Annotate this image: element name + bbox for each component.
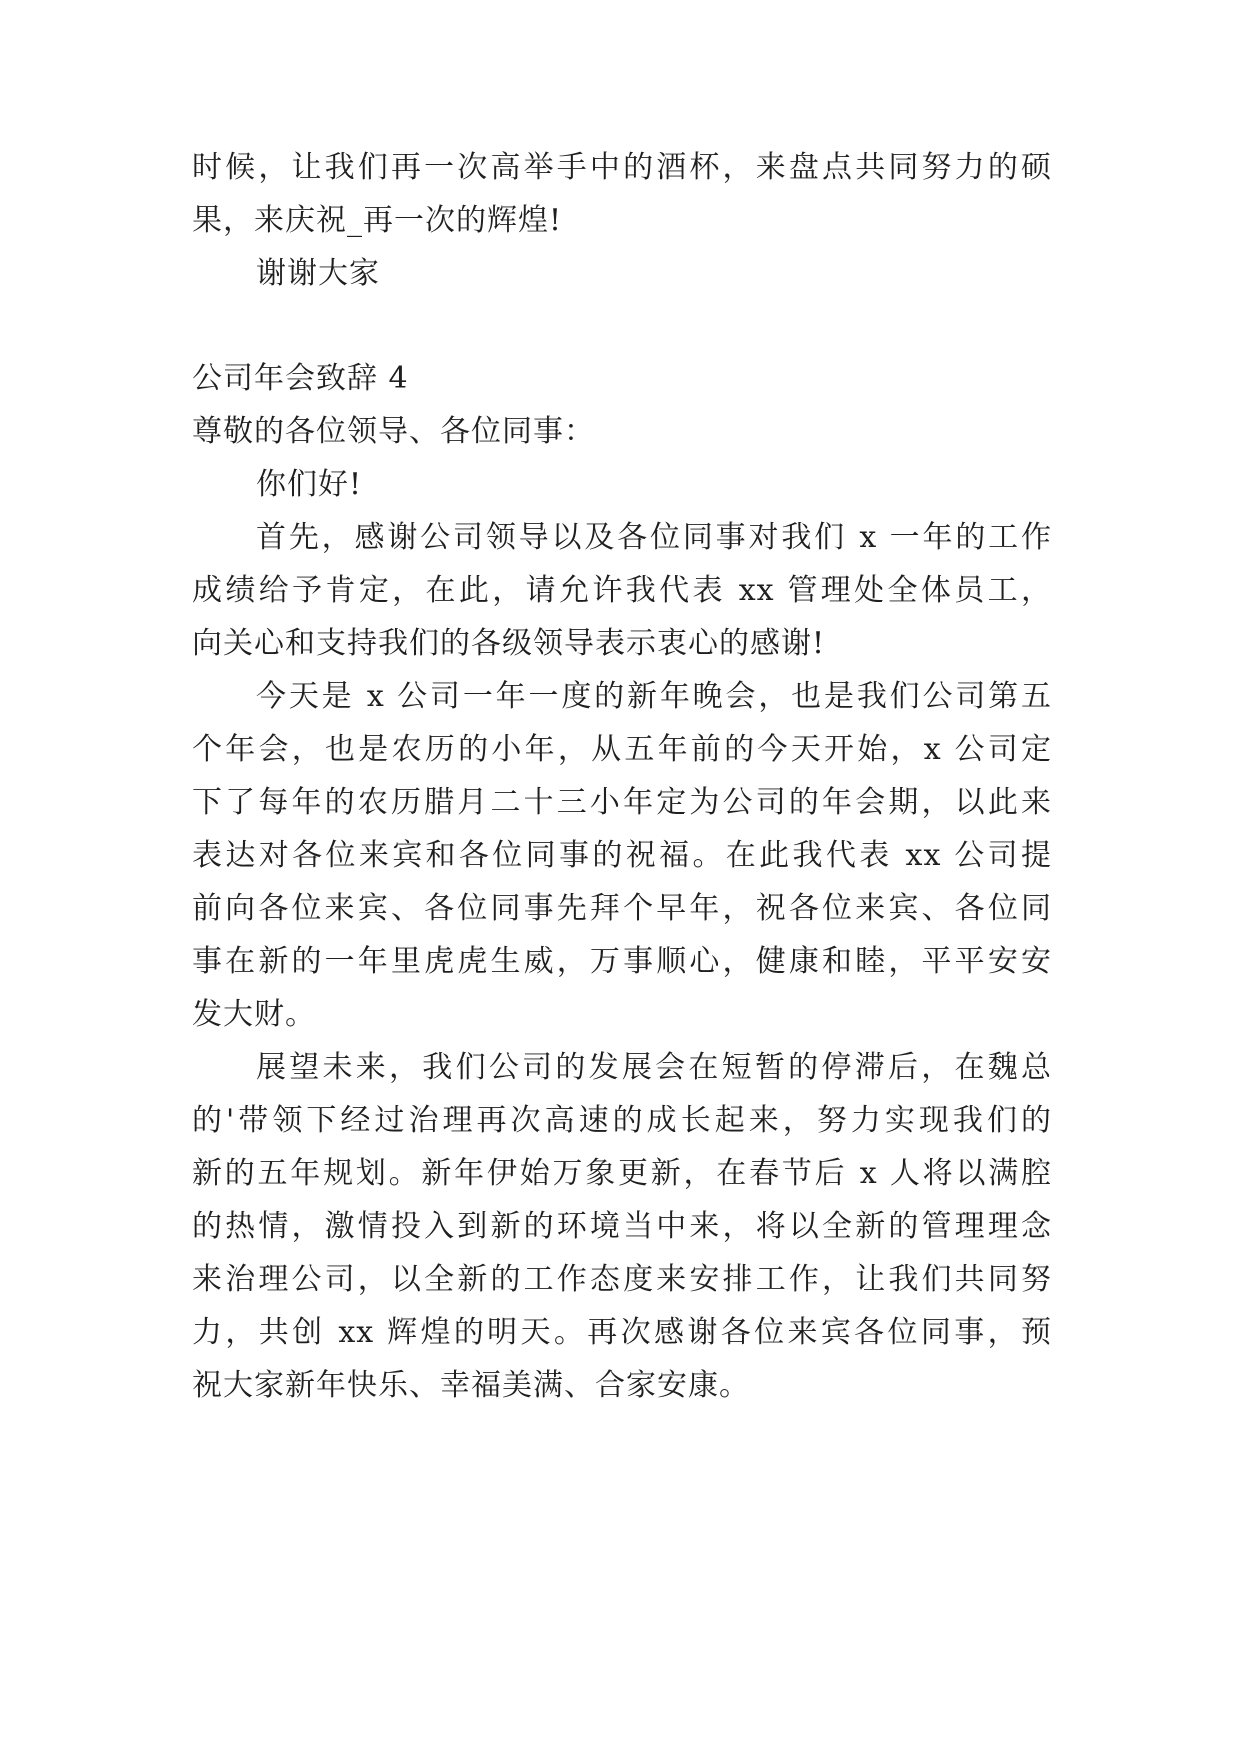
text-line: 力，共创 xx 辉煌的明天。再次感谢各位来宾各位同事，预	[192, 1315, 1052, 1350]
text-line: 下了每年的农历腊月二十三小年定为公司的年会期，以此来	[192, 785, 1052, 820]
greeting: 你们好!	[256, 467, 363, 502]
text-line: 今天是 x 公司一年一度的新年晚会，也是我们公司第五	[256, 679, 1052, 714]
text-line: 新的五年规划。新年伊始万象更新，在春节后 x 人将以满腔	[192, 1156, 1052, 1191]
closing-line: 谢谢大家	[256, 256, 380, 291]
text-line: 首先，感谢公司领导以及各位同事对我们 x 一年的工作	[256, 520, 1052, 555]
text-line: 展望未来，我们公司的发展会在短暂的停滞后，在魏总	[256, 1050, 1052, 1085]
text-line: 祝大家新年快乐、幸福美满、合家安康。	[192, 1368, 750, 1403]
text-line: 前向各位来宾、各位同事先拜个早年，祝各位来宾、各位同	[192, 891, 1052, 926]
text-line: 时候，让我们再一次高举手中的酒杯，来盘点共同努力的硕	[192, 150, 1052, 185]
text-line: 发大财。	[192, 997, 316, 1032]
salutation: 尊敬的各位领导、各位同事：	[192, 414, 595, 449]
text-line: 表达对各位来宾和各位同事的祝福。在此我代表 xx 公司提	[192, 838, 1052, 873]
text-line: 来治理公司，以全新的工作态度来安排工作，让我们共同努	[192, 1262, 1052, 1297]
text-line: 成绩给予肯定，在此，请允许我代表 xx 管理处全体员工，	[192, 573, 1052, 608]
text-line: 事在新的一年里虎虎生威，万事顺心，健康和睦，平平安安	[192, 944, 1052, 979]
text-line: 向关心和支持我们的各级领导表示衷心的感谢!	[192, 626, 826, 661]
text-line: 的'带领下经过治理再次高速的成长起来，努力实现我们的	[192, 1103, 1052, 1138]
text-line: 个年会，也是农历的小年，从五年前的今天开始，x 公司定	[192, 732, 1052, 767]
text-line: 的热情，激情投入到新的环境当中来，将以全新的管理理念	[192, 1209, 1052, 1244]
text-line: 果，来庆祝_再一次的辉煌!	[192, 203, 563, 238]
section-title: 公司年会致辞 4	[192, 361, 409, 396]
